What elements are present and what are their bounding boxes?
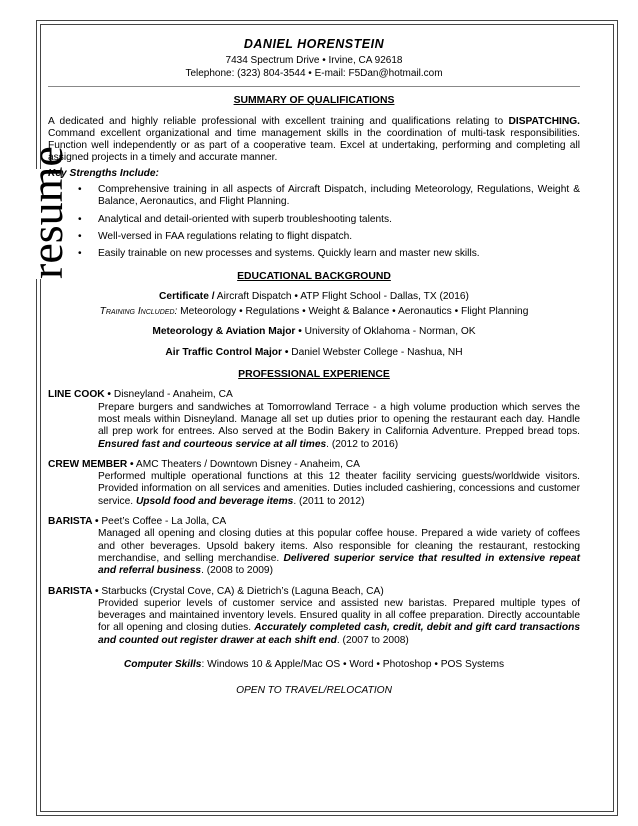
skills-label: Computer Skills: [123, 658, 202, 670]
job-entry: [48, 586, 580, 647]
job-employer: Starbucks (Crystal Cove, CA) & Dietrich’s (Laguna Beach, CA): [98, 585, 384, 597]
job-entry: [48, 389, 580, 450]
summary-dispatching: DISPATCHING.: [508, 115, 580, 127]
job-highlight: Ensured fast and courteous service at all times: [98, 438, 327, 450]
job-title: BARISTA •: [48, 585, 99, 597]
job-desc-text: Provided superior levels of customer service and assisted new baristas. Prepared multiple types of beverages and maintained inventory levels. Ensured quality in all coffee preparation. Directly accountable for all opening and closing duties.: [98, 597, 580, 634]
list-item: • Well-versed in FAA regulations relating to flight dispatch.: [48, 231, 580, 243]
education-major-1: [48, 326, 580, 338]
training-detail: Meteorology • Regulations • Weight & Balance • Aeronautics • Flight Planning: [177, 306, 529, 318]
job-description: [48, 598, 580, 647]
contact-line: Telephone: (323) 804-3544 • E-mail: F5Dan@hotmail.com: [185, 68, 443, 80]
job-highlight: Accurately completed cash, credit, debit and gift card transactions and counted out register drawer at each shift end: [98, 622, 580, 646]
job-description: [48, 471, 580, 508]
job-title: LINE COOK •: [48, 389, 111, 401]
address: 7434 Spectrum Drive • Irvine, CA 92618: [225, 55, 403, 67]
job-description: [48, 402, 580, 451]
candidate-name: DANIEL HORENSTEIN: [243, 37, 385, 51]
education-training: [48, 306, 580, 318]
job-title: BARISTA •: [48, 516, 99, 528]
job-dates: . (2007 to 2008): [336, 634, 409, 646]
strengths-title: Key Strengths Include:: [48, 167, 159, 179]
resume-content: [48, 38, 580, 698]
education-major-2: [48, 347, 580, 359]
job-highlight: Upsold food and beverage items: [135, 495, 294, 507]
major-1-detail: University of Oklahoma - Norman, OK: [301, 326, 476, 338]
job-highlight: Delivered superior service that resulted in extensive repeat and referral business: [98, 552, 580, 577]
experience-title: PROFESSIONAL EXPERIENCE: [238, 369, 390, 381]
education-certificate: [48, 291, 580, 303]
job-entry: [48, 516, 580, 577]
job-employer: AMC Theaters / Downtown Disney - Anaheim, CA: [133, 458, 360, 470]
relocation-note: OPEN TO TRAVEL/RELOCATION: [236, 685, 392, 697]
summary-text-1: A dedicated and highly reliable professional with excellent training and qualifications relating to: [48, 115, 509, 127]
job-desc-text: Performed multiple operational functions at this 12 theater facility servicing guests/worldwide visitors. Provided information on all services and amenities. Duties included cashiering, concessions and customer service.: [98, 471, 580, 507]
major-1-label: Meteorology & Aviation Major •: [152, 326, 302, 338]
computer-skills: [48, 659, 580, 671]
job-dates: . (2008 to 2009): [201, 565, 273, 577]
major-2-detail: Daniel Webster College - Nashua, NH: [288, 346, 463, 358]
job-dates: . (2012 to 2016): [326, 438, 399, 450]
education-title: EDUCATIONAL BACKGROUND: [237, 270, 391, 282]
major-2-label: Air Traffic Control Major •: [165, 346, 289, 358]
certificate-detail: Aircraft Dispatch • ATP Flight School - Dallas, TX (2016): [214, 290, 469, 302]
training-label: Training Included:: [99, 306, 178, 318]
strengths-list: [48, 184, 580, 260]
job-dates: . (2011 to 2012): [293, 495, 365, 507]
summary-paragraph: [48, 116, 580, 165]
certificate-label: Certificate /: [159, 290, 215, 302]
job-entry: [48, 459, 580, 508]
job-employer: Peet’s Coffee - La Jolla, CA: [98, 516, 227, 528]
summary-text-2: Command excellent organizational and time management skills in the coordination of multi-task responsibilities. Function well independently or as part of a cooperative team. Excel at undertaking, performing and completing all assigned projects in a timely and accurate manner.: [48, 127, 580, 164]
list-item: • Comprehensive training in all aspects of Aircraft Dispatch, including Meteorology, Regulations, Weight & Balance, Aeronautics, and Flight Planning.: [48, 184, 580, 209]
header-divider: [48, 86, 580, 87]
job-desc-text: Managed all opening and closing duties at this popular coffee house. Prepared a wide variety of coffees and other beverages. Upsold bakery items. Also responsible for cleaning the restaurant, restocking merchandise, and selling merchandise.: [98, 528, 580, 564]
job-description: [48, 528, 580, 577]
resume-sidebar-label: resume: [21, 146, 72, 279]
job-desc-text: Prepare burgers and sandwiches at Tomorrowland Terrace - a high volume production which serves the most meals within Disneyland. Manage all set up duties prior to opening the restaurant each day. Handle all prep work for entrees. Also served at the Bodin Bakery in California Adventure. Prepped bread tops.: [98, 401, 580, 438]
list-item: • Easily trainable on new processes and systems. Quickly learn and master new skills.: [48, 248, 580, 260]
list-item: • Analytical and detail-oriented with superb troubleshooting talents.: [48, 214, 580, 226]
skills-list: : Windows 10 & Apple/Mac OS • Word • Photoshop • POS Systems: [201, 658, 505, 670]
job-employer: Disneyland - Anaheim, CA: [111, 389, 233, 401]
summary-title: SUMMARY OF QUALIFICATIONS: [233, 95, 395, 107]
job-title: CREW MEMBER •: [48, 458, 134, 470]
